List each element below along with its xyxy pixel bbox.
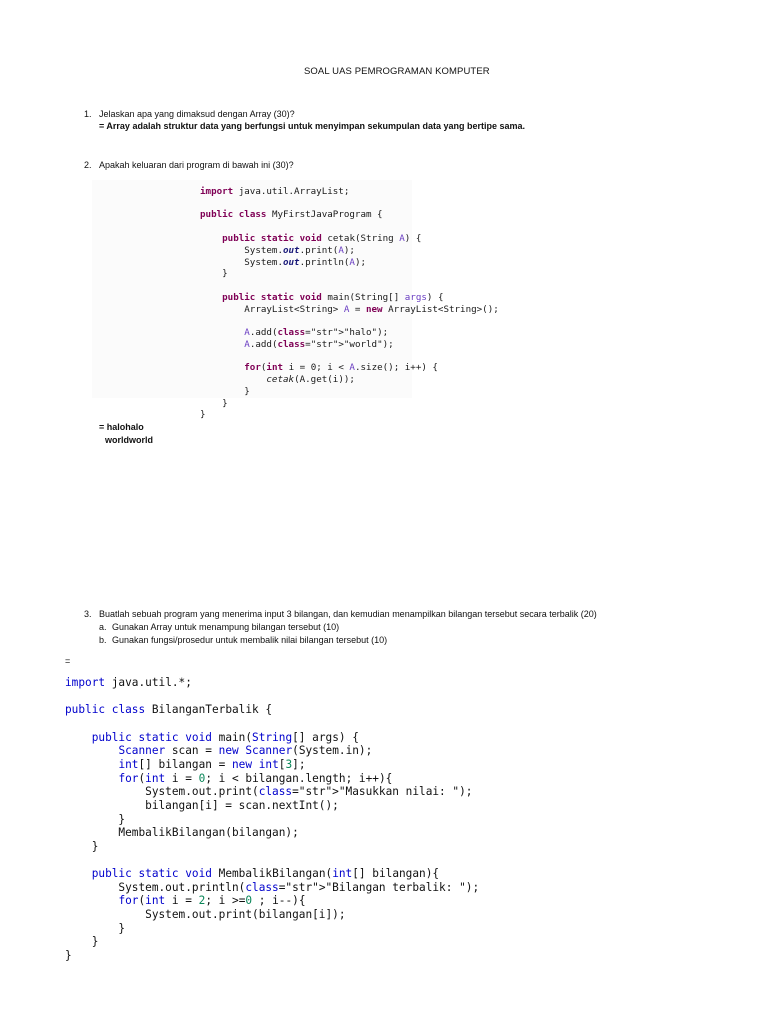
q3-code-line: } [65,839,99,853]
q3-equals: = [65,656,71,666]
q2-code-line: System.out.println(A); [200,257,367,268]
q3-code-line: } [65,935,99,949]
q3-code-line: System.out.print(class="str">"Masukkan nilai: "); [65,785,473,799]
q2-code-line: public static void cetak(String A) { [222,233,422,244]
q3-code-line: public static void main(String[] args) { [91,730,359,744]
q2-answer-line2: worldworld [105,435,153,445]
q3-code-line: } [65,921,126,935]
q3-code-line: public static void MembalikBilangan(int[] bilangan){ [91,867,440,881]
q2-code-line: A.add(class="str">"halo"); [244,327,389,338]
q1-number: 1. [84,109,92,119]
q3-code-line: for(int i = 0; i < bilangan.length; i++){ [118,771,393,785]
q3-number: 3. [84,609,92,619]
q3-code-line: bilangan[i] = scan.nextInt(); [65,798,339,812]
q2-code-line: cetak(A.get(i)); [266,374,355,385]
q2-code-line: } [200,386,250,397]
q3-a-text: Gunakan Array untuk menampung bilangan tersebut (10) [112,622,340,632]
q3-code-line: System.out.println(class="str">"Bilangan terbalik: "); [65,880,480,894]
q2-code-line: for(int i = 0; i < A.size(); i++) { [244,362,438,373]
q3-code-line: int[] bilangan = new int[3]; [118,757,306,771]
q2-code-line: import java.util.ArrayList; [200,186,350,197]
q2-code-line: ArrayList<String> A = new ArrayList<String>(); [200,304,499,315]
q3-code-line: MembalikBilangan(bilangan); [65,826,299,840]
q2-code-line: } [200,409,206,420]
q2-code-line: public class MyFirstJavaProgram { [200,209,383,220]
q3-b-label: b. [99,635,107,645]
q3-code-line: for(int i = 2; i >=0 ; i--){ [118,894,306,908]
q1-answer: = Array adalah struktur data yang berfungsi untuk menyimpan sekumpulan data yang bertipe sama. [99,121,526,131]
q2-code-line: } [200,268,228,279]
q3-code-line: Scanner scan = new Scanner(System.in); [118,744,373,758]
q3-code-line: } [65,949,72,962]
q2-code-line: } [200,398,228,409]
q3-b-text: Gunakan fungsi/prosedur untuk membalik nilai bilangan tersebut (10) [112,635,388,645]
q1-text: Jelaskan apa yang dimaksud dengan Array (30)? [99,109,295,119]
q2-number: 2. [84,160,92,170]
q2-text: Apakah keluaran dari program di bawah ini (30)? [99,160,294,170]
q3-code-line: public class BilanganTerbalik { [65,703,273,717]
q2-code-line: public static void main(String[] args) { [222,292,444,303]
q2-answer-line1: = halohalo [99,422,144,432]
q3-code-line: import java.util.*; [65,676,192,689]
q2-code-line: System.out.print(A); [200,245,355,256]
q3-code-line: } [65,812,126,826]
q3-text: Buatlah sebuah program yang menerima input 3 bilangan, dan kemudian menampilkan bilangan tersebut secara terbalik (20) [99,609,597,619]
page-title: SOAL UAS PEMROGRAMAN KOMPUTER [304,66,490,77]
q3-a-label: a. [99,622,107,632]
q2-code-line: A.add(class="str">"world"); [244,339,394,350]
q3-code-line: System.out.print(bilangan[i]); [65,908,346,922]
